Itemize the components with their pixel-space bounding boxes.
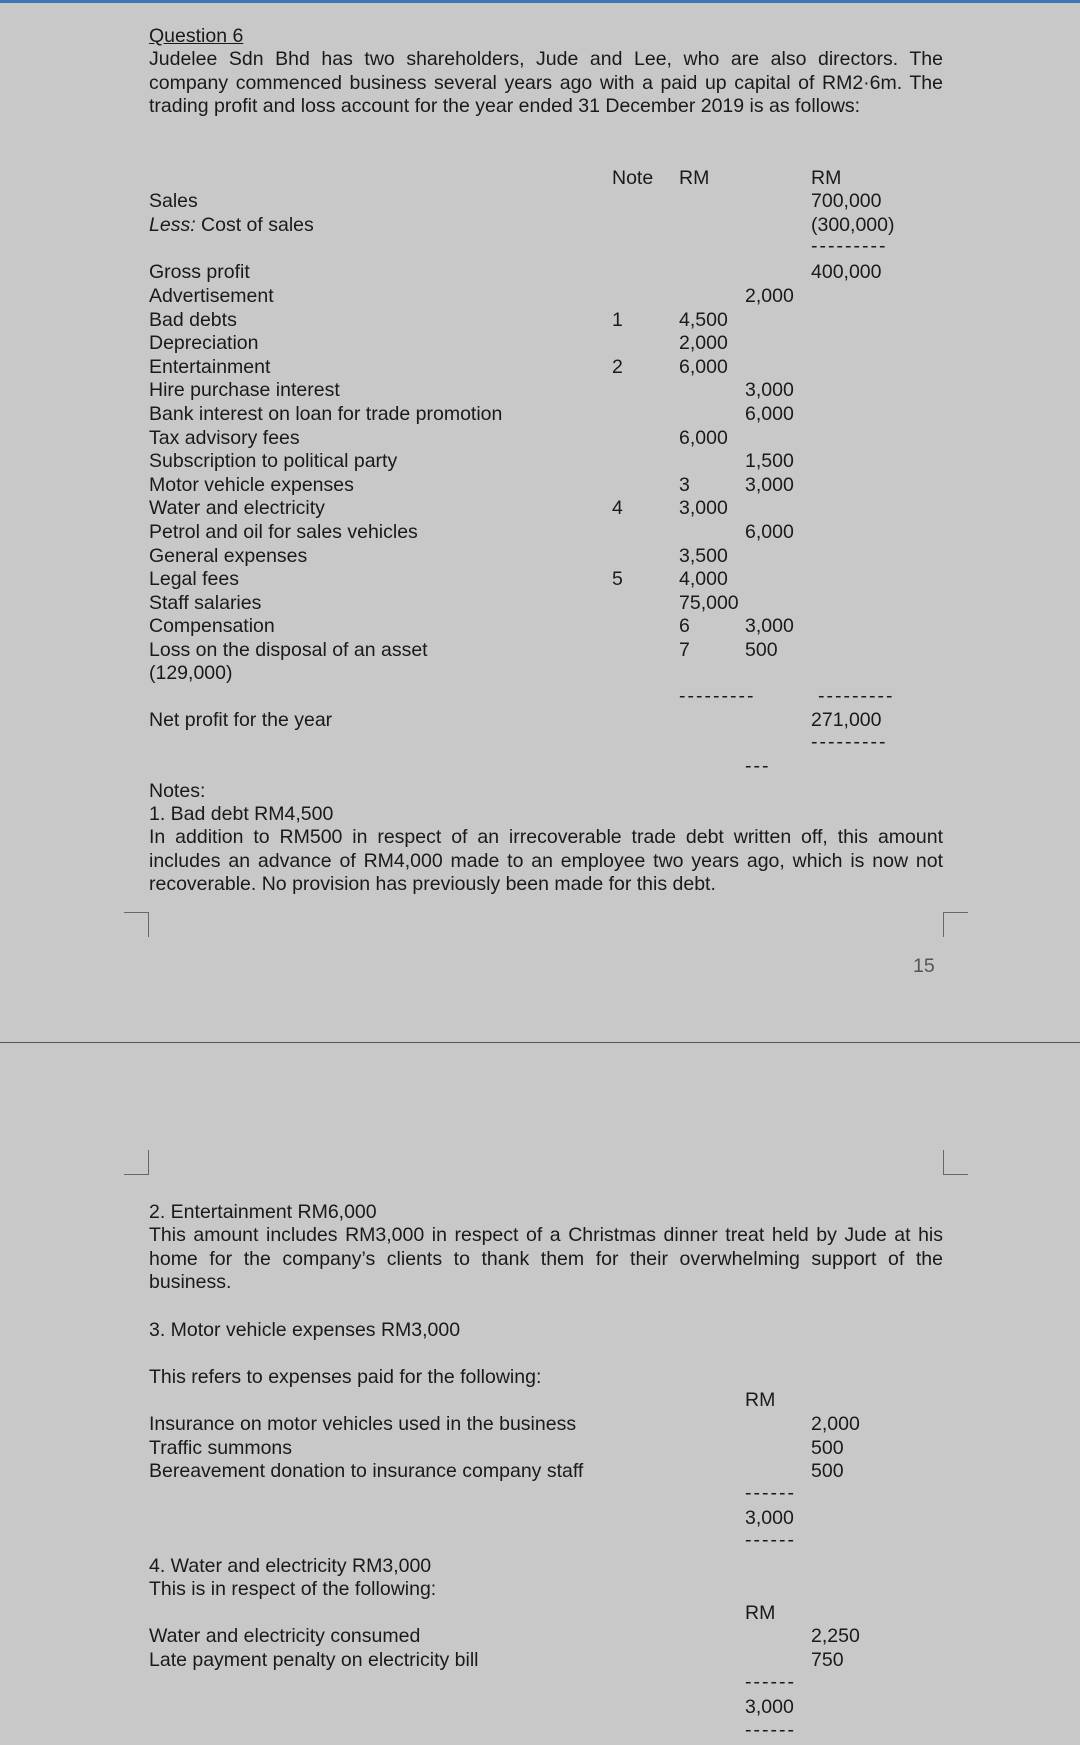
expense-amount: 3,000 (745, 379, 794, 402)
dash-rule: --------- (811, 235, 888, 257)
expense-label: Entertainment (149, 355, 271, 378)
expense-amount: 3,000 (679, 497, 728, 520)
dash-rule: --------- (811, 731, 888, 753)
less-label: Less: (149, 214, 196, 236)
dash-rule: ------ (745, 1719, 796, 1741)
net-profit-label: Net profit for the year (149, 709, 333, 731)
expense-amount: 6,000 (679, 426, 728, 449)
expense-amount: 7 (679, 639, 690, 661)
expense-label: Bank interest on loan for trade promotion (149, 403, 503, 425)
expense-note: 4 (612, 497, 623, 520)
expense-note: 5 (612, 568, 623, 591)
expense-label: Tax advisory fees (149, 426, 300, 449)
expense-amount: 6 (679, 615, 690, 638)
net-profit-value: 271,000 (811, 709, 882, 731)
note3-item-label: Traffic summons (149, 1436, 293, 1459)
header-rm-1: RM (679, 167, 710, 189)
expense-label: Legal fees (149, 568, 239, 591)
expense-label: Compensation (149, 615, 275, 638)
dash-rule: --------- (818, 685, 895, 707)
expense-label: Subscription to political party (149, 450, 398, 473)
expense-amount: 3,000 (745, 615, 794, 638)
question-intro: Judelee Sdn Bhd has two shareholders, Jude and Lee, who are also directors. The company commenced business several years ago with a paid up capital of RM2·6m. The trading profit and loss account for the year ended 31 December 2019 is as follows: (149, 48, 943, 117)
total-expenses: (129,000) (149, 662, 233, 684)
page-number: 15 (913, 955, 935, 977)
expense-label: Petrol and oil for sales vehicles (149, 521, 418, 543)
note1-body: In addition to RM500 in respect of an irrecoverable trade debt written off, this amount includes an advance of RM4,000 made to an employee two years ago, which is now not recoverable. No provision has previously been made for this debt. (149, 826, 943, 895)
dash-rule: --------- (679, 685, 756, 707)
expense-amount: 6,000 (745, 521, 794, 543)
note4-item-value: 2,250 (811, 1625, 860, 1647)
header-rm-2: RM (811, 167, 842, 189)
note1-title: 1. Bad debt RM4,500 (149, 803, 334, 825)
gross-profit-value: 400,000 (811, 261, 882, 283)
note3-item-label: Insurance on motor vehicles used in the business (149, 1413, 577, 1435)
expense-label: Staff salaries (149, 591, 262, 614)
note3-title: 3. Motor vehicle expenses RM3,000 (149, 1319, 461, 1341)
expense-note: 1 (612, 308, 623, 331)
gross-profit-label: Gross profit (149, 261, 250, 283)
expense-amount: 4,000 (679, 568, 728, 591)
expense-amount: 1,500 (745, 450, 794, 473)
note3-intro: This refers to expenses paid for the following: (149, 1366, 542, 1388)
note3-item-value: 2,000 (811, 1413, 860, 1435)
note3-item-label: Bereavement donation to insurance company staff (149, 1460, 584, 1483)
crop-mark (943, 912, 968, 937)
note2-title: 2. Entertainment RM6,000 (149, 1201, 377, 1223)
expense-amount: 6,000 (679, 355, 728, 378)
note3-item-value: 500 (811, 1460, 844, 1483)
note3-item-value: 500 (811, 1436, 844, 1459)
note4-item-label: Water and electricity consumed (149, 1625, 421, 1647)
sales-label: Sales (149, 190, 198, 212)
expense-amount: 2,000 (679, 332, 728, 355)
expense-label: Hire purchase interest (149, 379, 340, 402)
note4-title: 4. Water and electricity RM3,000 (149, 1555, 432, 1577)
page-divider (0, 1042, 1080, 1043)
dash-rule: ------ (745, 1529, 796, 1551)
expense-amount: 3,000 (745, 473, 794, 496)
note4-intro: This is in respect of the following: (149, 1578, 437, 1600)
note3-total: 3,000 (745, 1507, 794, 1529)
note2-body: This amount includes RM3,000 in respect of a Christmas dinner treat held by Jude at his home for the company’s clients to thank them for their overwhelming support of the business. (149, 1224, 943, 1293)
expense-label: Motor vehicle expenses (149, 473, 354, 496)
top-accent-bar (0, 0, 1080, 3)
note3-rm-header: RM (745, 1389, 776, 1411)
dash-rule: ------ (745, 1671, 796, 1693)
note4-item-label: Late payment penalty on electricity bill (149, 1648, 479, 1671)
expense-label: Water and electricity (149, 497, 325, 520)
expense-amount: 3 (679, 473, 690, 496)
expense-label: Bad debts (149, 308, 237, 331)
note4-rm-header: RM (745, 1602, 776, 1624)
dash-rule: ------ (745, 1482, 796, 1504)
expense-amount: 75,000 (679, 591, 739, 614)
cost-of-sales-value: (300,000) (811, 214, 895, 236)
expense-note: 2 (612, 355, 623, 378)
header-note: Note (612, 167, 654, 189)
expense-amount: 4,500 (679, 308, 728, 331)
expense-label: Advertisement (149, 285, 274, 307)
cost-of-sales-row (149, 213, 314, 237)
sales-value: 700,000 (811, 190, 882, 212)
expense-amount: 3,500 (679, 544, 728, 567)
crop-mark (124, 1150, 149, 1175)
expense-amount: 500 (745, 639, 778, 661)
note4-total: 3,000 (745, 1696, 794, 1718)
notes-heading: Notes: (149, 780, 206, 802)
dash-rule: --- (745, 755, 771, 777)
note4-item-value: 750 (811, 1648, 844, 1671)
expense-amount: 2,000 (745, 285, 794, 307)
question-title: Question 6 (149, 25, 244, 47)
expense-label: Loss on the disposal of an asset (149, 639, 428, 661)
crop-mark (943, 1150, 968, 1175)
crop-mark (124, 912, 149, 937)
expense-label: Depreciation (149, 332, 259, 355)
expense-label: General expenses (149, 544, 308, 567)
cost-of-sales-label: Cost of sales (201, 214, 314, 236)
expense-amount: 6,000 (745, 403, 794, 425)
